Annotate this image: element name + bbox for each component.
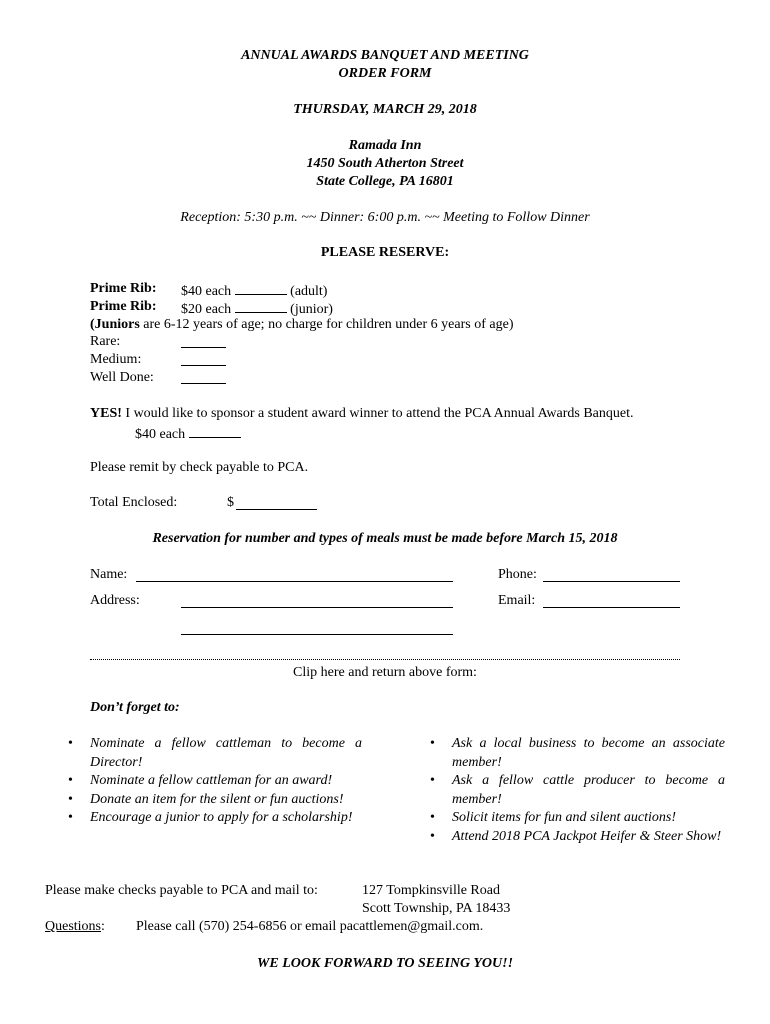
reserve-heading: PLEASE RESERVE: (320, 245, 450, 260)
questions-line (45, 918, 105, 936)
remit-note: Please remit by check payable to PCA. (90, 460, 309, 475)
sponsor-line (90, 405, 634, 423)
reminders-heading: Don’t forget to: (90, 700, 180, 715)
bullet-icon: • (430, 828, 435, 844)
juniors-rest: are 6-12 years of age; no charge for children under 6 years of age) (139, 317, 514, 332)
list-item (68, 791, 362, 810)
venue-city: State College, PA 16801 (316, 174, 454, 189)
list-item (430, 735, 725, 772)
list-item (68, 772, 362, 791)
total-field[interactable] (236, 509, 317, 510)
bullet-icon: • (68, 791, 73, 807)
list-item (68, 735, 362, 772)
junior-quantity-field[interactable] (235, 298, 287, 313)
list-item-text: Encourage a junior to apply for a scholarship! (90, 810, 353, 825)
rare-field[interactable] (181, 347, 226, 348)
list-item-text: Ask a local business to become an associate member! (452, 736, 725, 770)
phone-label: Phone: (498, 567, 537, 582)
list-item (430, 828, 725, 847)
sponsor-quantity-field[interactable] (189, 423, 241, 438)
deadline-note: Reservation for number and types of meals must be made before March 15, 2018 (152, 531, 618, 546)
list-item-text: Donate an item for the silent or fun auctions! (90, 791, 344, 807)
clip-divider (90, 659, 680, 660)
list-item-text: Attend 2018 PCA Jackpot Heifer & Steer Show! (452, 828, 722, 844)
adult-note: (adult) (290, 284, 328, 299)
reminders-right-list (430, 735, 725, 846)
adult-price-text: $40 each (181, 284, 232, 299)
clip-note: Clip here and return above form: (293, 665, 477, 680)
list-item (430, 772, 725, 809)
bullet-icon: • (68, 736, 73, 751)
venue-name: Ramada Inn (348, 138, 422, 153)
name-label: Name: (90, 567, 128, 582)
well-done-label: Well Done: (90, 370, 154, 385)
bullet-icon: • (68, 810, 73, 825)
list-item (68, 809, 362, 828)
event-date: THURSDAY, MARCH 29, 2018 (293, 102, 477, 117)
questions-label: Questions (45, 919, 101, 934)
sponsor-yes: YES! (90, 406, 122, 421)
form-subtitle: ORDER FORM (338, 66, 432, 81)
mail-address-line2: Scott Township, PA 18433 (362, 901, 511, 916)
medium-field[interactable] (181, 365, 226, 366)
bullet-icon: • (430, 736, 435, 751)
mail-address-line1: 127 Tompkinsville Road (362, 883, 500, 898)
sponsor-text: I would like to sponsor a student award winner to attend the PCA Annual Awards Banquet. (121, 406, 634, 421)
medium-label: Medium: (90, 352, 142, 367)
closing-note: WE LOOK FORWARD TO SEEING YOU!! (256, 956, 514, 971)
list-item-text: Ask a fellow cattle producer to become a member! (452, 773, 725, 807)
sponsor-price (135, 423, 241, 444)
list-item-text: Solicit items for fun and silent auctions! (452, 810, 676, 825)
list-item (430, 809, 725, 828)
junior-price-text: $20 each (181, 302, 232, 317)
total-label: Total Enclosed: (90, 495, 178, 510)
rare-label: Rare: (90, 334, 121, 349)
bullet-icon: • (68, 773, 73, 788)
questions-text: Please call (570) 254-6856 or email pacattlemen@gmail.com. (136, 919, 484, 934)
venue-street: 1450 South Atherton Street (306, 156, 464, 171)
total-currency: $ (227, 495, 234, 510)
email-label: Email: (498, 593, 536, 608)
questions-colon: : (101, 919, 105, 934)
form-title: ANNUAL AWARDS BANQUET AND MEETING (241, 48, 529, 63)
address-field-line1[interactable] (181, 607, 453, 608)
prime-rib-label-junior: Prime Rib: (90, 299, 157, 314)
address-field-line2[interactable] (181, 634, 453, 635)
juniors-note (90, 316, 513, 334)
sponsor-price-text: $40 each (135, 427, 186, 442)
phone-field[interactable] (543, 581, 680, 582)
email-field[interactable] (543, 607, 680, 608)
well-done-field[interactable] (181, 383, 226, 384)
junior-note: (junior) (290, 302, 333, 317)
reminders-left-list (68, 735, 362, 828)
juniors-bold: (Juniors (90, 317, 140, 332)
list-item-text: Nominate a fellow cattleman for an award! (90, 773, 333, 788)
event-schedule: Reception: 5:30 p.m. ~~ Dinner: 6:00 p.m. ~~ Meeting to Follow Dinner (180, 210, 590, 225)
mail-label: Please make checks payable to PCA and mail to: (45, 883, 318, 898)
address-label: Address: (90, 593, 140, 608)
prime-rib-label-adult: Prime Rib: (90, 281, 157, 296)
adult-quantity-field[interactable] (235, 280, 287, 295)
bullet-icon: • (430, 810, 435, 825)
bullet-icon: • (430, 773, 435, 788)
list-item-text: Nominate a fellow cattleman to become a Director! (90, 736, 362, 770)
name-field[interactable] (136, 581, 453, 582)
